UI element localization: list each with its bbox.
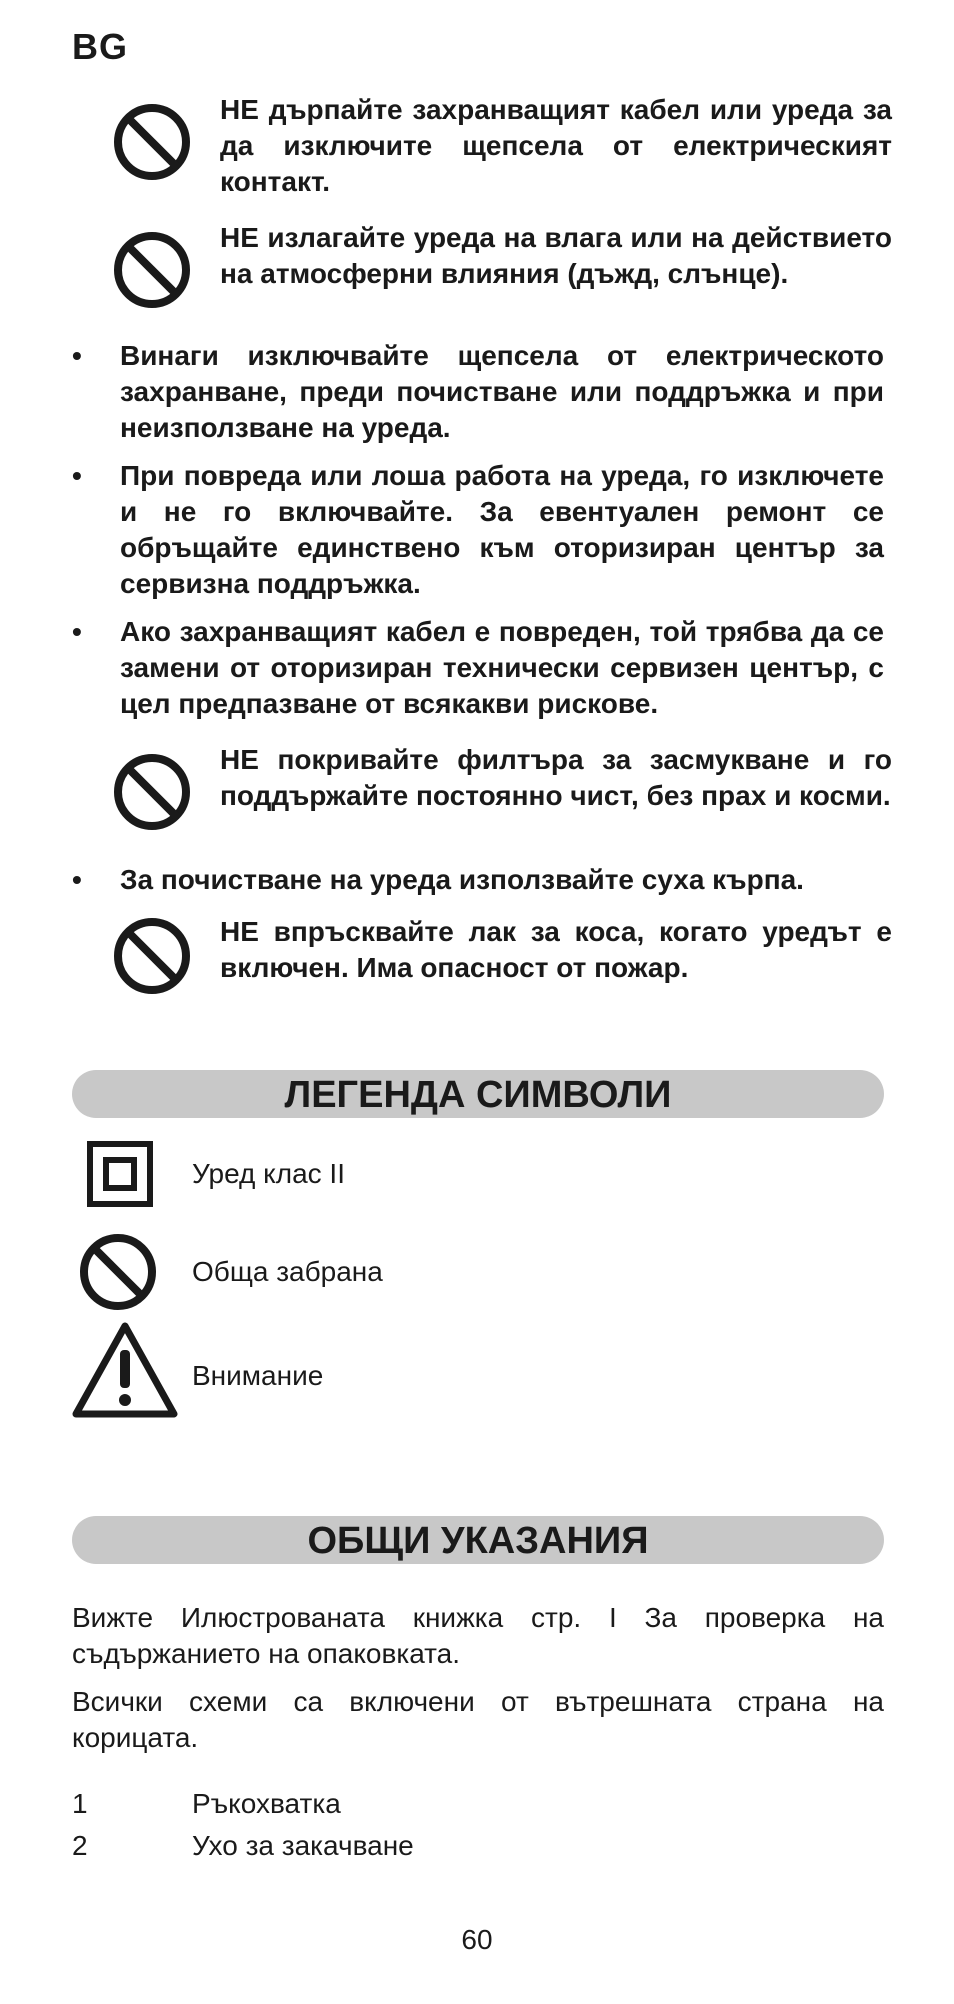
- warning-item: [112, 220, 892, 330]
- paragraph: Вижте Илюстрованата книжка стр. I За проверка на съдържанието на опаковката.: [72, 1602, 884, 1669]
- warning-text: НЕ впръсквайте лак за коса, когато уредът е включен. Има опасност от пожар.: [220, 916, 892, 983]
- prohibition-icon: [78, 1232, 158, 1312]
- warning-text: НЕ покривайте филтъра за засмукване и го поддържайте постоянно чист, без прах и косми.: [220, 744, 892, 811]
- warning-item: [112, 914, 892, 1004]
- part-label: Ръкохватка: [192, 1788, 341, 1819]
- bullet-icon: •: [72, 340, 82, 371]
- legend-label: Внимание: [192, 1360, 324, 1391]
- bullet-icon: •: [72, 616, 82, 647]
- part-number: 1: [72, 1788, 88, 1819]
- legend-label: Обща забрана: [192, 1256, 383, 1287]
- section-title-legend: ЛЕГЕНДА СИМВОЛИ: [72, 1070, 884, 1118]
- warning-item: [112, 92, 892, 202]
- list-item-text: Винаги изключвайте щепсела от електрическото захранване, преди почистване или поддръжка и при неизползване на уреда.: [120, 340, 884, 443]
- warning-item: [112, 742, 892, 852]
- prohibition-icon: [112, 102, 192, 182]
- part-label: Ухо за закачване: [192, 1830, 414, 1861]
- prohibition-icon: [112, 916, 192, 996]
- prohibition-icon: [112, 752, 192, 832]
- warning-triangle-icon: [70, 1320, 180, 1420]
- bullet-icon: •: [72, 864, 82, 895]
- page-number: 60: [461, 1924, 493, 1955]
- warning-text: НЕ излагайте уреда на влага или на действието на атмосферни влияния (дъжд, слънце).: [220, 222, 892, 289]
- prohibition-icon: [112, 230, 192, 310]
- paragraph: Всички схеми са включени от вътрешната страна на корицата.: [72, 1686, 884, 1753]
- list-item-text: За почистване на уреда използвайте суха кърпа.: [120, 864, 804, 895]
- section-title-general: ОБЩИ УКАЗАНИЯ: [72, 1516, 884, 1564]
- class-ii-icon: [86, 1140, 154, 1208]
- part-number: 2: [72, 1830, 88, 1861]
- list-item-text: Ако захранващият кабел е повреден, той трябва да се замени от оторизиран технически сервизен център, с цел предпазване от всякакви рискове.: [120, 616, 884, 719]
- warning-text: НЕ дърпайте захранващият кабел или уреда за да изключите щепсела от електрическият контакт.: [220, 94, 892, 197]
- language-code: BG: [72, 26, 128, 67]
- legend-label: Уред клас II: [192, 1158, 345, 1189]
- bullet-icon: •: [72, 460, 82, 491]
- list-item-text: При повреда или лоша работа на уреда, го изключете и не го включвайте. За евентуален ремонт се обръщайте единствено към оторизиран център за сервизна поддръжка.: [120, 460, 884, 599]
